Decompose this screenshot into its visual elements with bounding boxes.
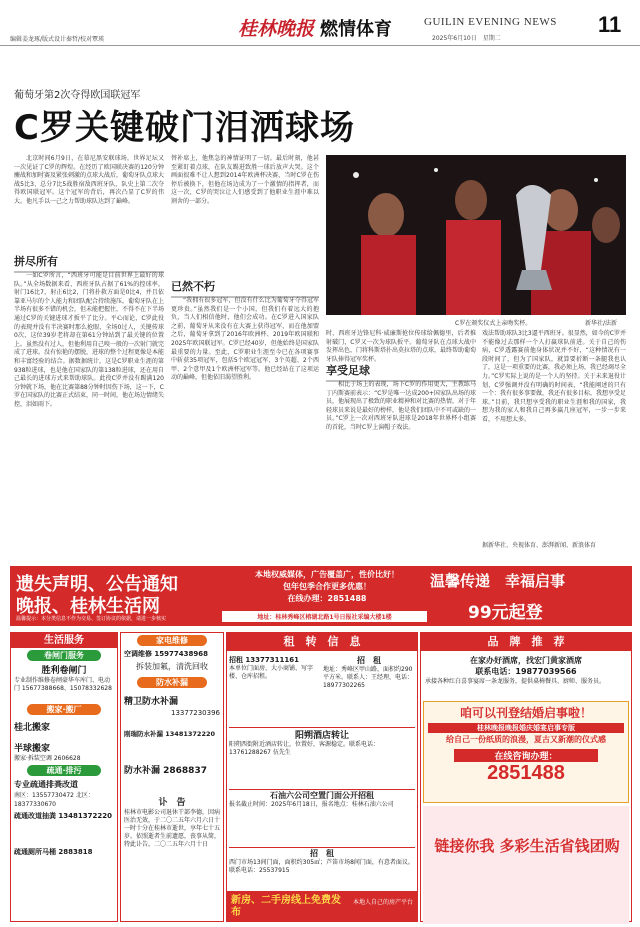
article-col3: 相比于场上的表现，场下C罗的作用更大，主教练马丁内斯赛前表示：“C罗是唯一达成200+国家队出场的球员，他展现出了极致的职业精神和对比赛的热情，对于年轻球员来说是最好的榜样，他是我们团队中不可或缺的一员。”C罗上一次对西班牙队进球是2018年世界杯小组赛的首轮，当时C罗上演帽子戏法。 bbox=[326, 381, 477, 431]
article-col1-bottom: 一如C罗所言，“西班牙可能是目前世界上最好的球队。”从全场数据来看，西班牙队占据了61%的控球率，射门16比7，射正6比2，门将扑救方面是0比4，并且依靠亚马尔的个人能力和团队配合持续施压。葡萄牙队在上半场有很多不错的机会，但未能把握住，不得不在下半场通过C罗的关键进球才扳平了比分。平心而论，C罗此役的表现并没有半决赛时那么抢眼，全场0过人，关键传球0次，这位39岁老将却在第61分钟站到了最关键的位置上。虽然没有过人，但他利用自己嗅一般的一次射门就完成了进球。没有惊艳的摆脱，进球的整个过程更像是本能和丰富经验的结合。据数据统计，这是C罗职业生涯的第938粒进球，也是他在国家队的第138粒进球，还在用自己最长的进球方式来帮助球队。此役C罗并没有踢满120分钟就下场，他在比赛第88分钟时因伤下场，这一下，C罗在国家队的比赛正式结束，同一时间，他在场边情绪失控，泪如雨下。 bbox=[14, 272, 165, 408]
move2-phone: 搬家·拆装空调 2606628 bbox=[14, 755, 81, 762]
life-column bbox=[10, 632, 118, 922]
banner-right-price: 99元起登 bbox=[468, 603, 543, 623]
rent2 bbox=[323, 655, 415, 725]
issue-date: 2025年6月10日 星期二 bbox=[432, 35, 501, 42]
banner-left-line1: 遗失声明、公告通知 bbox=[16, 574, 178, 595]
subhead-1: 拼尽所有 bbox=[14, 253, 164, 273]
rent4-desc: 报名截止时间：2025年6月18日，报名地点：桂林石油六公司 bbox=[229, 801, 394, 808]
leak1-phone: 13377230396 bbox=[171, 709, 220, 717]
rent4 bbox=[229, 789, 415, 845]
obituary-title: 讣 告 bbox=[158, 798, 186, 808]
photo-scene-icon bbox=[326, 155, 626, 315]
brand1-title: 在家办好酒席，找宏门黄家酒席 bbox=[470, 656, 582, 665]
subhead-3: 享受足球 bbox=[326, 362, 476, 382]
masthead-info: 编辑姜龙琢/版式设计秦哲/校对覃瑛 bbox=[10, 36, 105, 43]
rent1-phone: 招租 13377311161 bbox=[229, 656, 300, 664]
banner-note: 温馨提示：本分类信息不作为交易、签订协议的依据，请进一步核实 bbox=[16, 616, 167, 622]
rent5 bbox=[229, 847, 415, 891]
article-photo bbox=[326, 155, 626, 315]
rent3 bbox=[229, 727, 415, 787]
rent5-title: 招 租 bbox=[310, 849, 334, 858]
rent4-title: 石油六公司空置门面公开招租 bbox=[270, 791, 374, 800]
leak2: 刚瑞防水补漏 13481372220 bbox=[124, 730, 216, 738]
masthead bbox=[0, 0, 640, 46]
rent5-desc: 西门市场13间门面，面积约305㎡；芦笛市场8间门面，有意者面议。联系电话：25537915 bbox=[229, 859, 414, 874]
brand-column bbox=[420, 632, 632, 922]
life-title: 生活服务 bbox=[11, 633, 117, 648]
banner-center-line3: 在线办理：2851488 bbox=[287, 594, 367, 603]
banner-left-line2: 晚报、桂林生活网 bbox=[16, 596, 160, 617]
leak3: 防水补漏 2868837 bbox=[124, 766, 207, 776]
life-sub-3: 疏通·排污 bbox=[27, 765, 101, 776]
subhead-2: 已然不朽 bbox=[171, 278, 319, 298]
appliance-title: 家电维修 bbox=[137, 635, 207, 646]
page-number: 11 bbox=[598, 12, 622, 37]
rent2-title: 招 租 bbox=[357, 656, 381, 665]
photo-caption: C罗在颁奖仪式上亲吻奖杯。 bbox=[455, 320, 532, 327]
masthead-logo: 桂林晚报 bbox=[238, 18, 315, 40]
rent3-desc: 阳朔西街附近酒店转让，位置好，客源稳定。联系电话：13761288267 伍先生 bbox=[229, 741, 380, 756]
wedding-phone: 2851488 bbox=[487, 762, 565, 784]
drain3-name: 疏通厕所马桶 2883818 bbox=[14, 848, 93, 856]
rent-title: 租 转 信 息 bbox=[227, 633, 417, 651]
rent2-desc: 地址：秀峰区甲山路，面积约290平方米。联系人：王经理，电话：18977302265 bbox=[323, 666, 414, 689]
article-col2-top: 替补席上，他焦急的神情证明了一切。最后时刻，他甚至紧盯着点球，在队友踢进致胜一球后放声大哭。这个画面很难不让人想到2014年欧洲杯决赛，当时C罗在伤停后被换下，但他在场边成为了一个激情的指挥者，而这一次，C罗的哭泣让人们感受到了他职业生涯中难以割舍的一部分。 bbox=[171, 155, 319, 205]
article-headline: C罗关键破门泪洒球场 bbox=[14, 108, 355, 148]
wedding-title: 咱可以刊登结婚启事啦！ bbox=[459, 706, 592, 720]
move2-name: 半球搬家 bbox=[14, 744, 51, 754]
jinli-shop: 胜利卷闸门 bbox=[41, 666, 87, 676]
article-col2-bottom: “我拥有很多冠军，但没有什么比为葡萄牙夺得冠军更珍贵。”虽然我们是一个小国，但我们有着远大的抱负，当人们相信他时，他们会成功。在C罗进入国家队之前，葡萄牙从来没有在大赛上获得冠军，而在他加盟之后，葡萄牙拿到了2016年欧洲杯、2019年欧国联和2025年欧国联冠军。C罗已经40岁，但他始终是国家队最重要的力量。至此，C罗职业生涯至今已在各项赛事中斩获35项冠军，包括5个欧冠冠军、3个英超、2个西甲、2个意甲及1个欧洲杯冠军等。他已经站在了这项运动的巅峰，但他依旧渴望胜利。 bbox=[171, 297, 319, 382]
banner-center-line2: 包年包季合作更多优惠！ bbox=[283, 582, 371, 591]
rent3-title: 阳朔酒店转让 bbox=[294, 731, 349, 741]
brand-title: 品 牌 推 荐 bbox=[421, 633, 631, 651]
vip-ad bbox=[423, 806, 629, 924]
article-col4: 戏法帮助球队3比3逼平西班牙。很显然，如今的C罗并不能像过去那样一个人打赢球队前进。关于自己的伤病，C罗透露赛前他身体状况并不好，“这种情况有一段时间了，但为了国家队，就算要折断一条腿我也认了，这是一项重要的比赛，我必须上场，我已经竭尽全力。”C罗实际上说的是一个人的坚持。关于未来退役计划，C罗强调并没有明确的时间表，“我能阐述的只有一个：我有很多事要做，我还有很多目标，我想享受足球。”目前，我只想享受我的职业生涯和我的国家，我想为我的家人和我自己再多赢几座冠军，一步一步来看，不用想太多。 bbox=[482, 330, 627, 423]
wedding-sub: 桂林晚报晚报婚庆婚宴启事专版 bbox=[428, 723, 624, 733]
drain1-desc: 南区：13557730472 北区：18377330670 bbox=[14, 792, 94, 808]
article-source: 据新华社、央视体育、澎湃新闻、新浪体育 bbox=[482, 542, 597, 549]
drain2-name: 疏通改道抽粪 13481372220 bbox=[14, 812, 113, 820]
new-house-title: 新房、二手房线上免费发布 bbox=[231, 895, 341, 918]
move1-name: 桂北搬家 bbox=[14, 723, 51, 733]
ad-banner bbox=[10, 566, 632, 626]
brand1-phone: 联系电话：19877039566 bbox=[475, 667, 577, 676]
life-sub-1: 卷闸门服务 bbox=[27, 650, 101, 661]
article-col3-mid: 时，西班牙边锋尼科·威廉斯抢位传球给佩德里，后者推射破门，C罗又一次为球队扳平。葡萄牙队在点球大战中发挥出色，门将科斯塔扑出莫拉塔的点球，最终帮助葡萄牙队捧得冠军奖杯。 bbox=[326, 330, 477, 363]
rent1 bbox=[229, 655, 321, 725]
life-sub-2: 搬家·搬厂 bbox=[27, 704, 101, 715]
paper-name-en: GUILIN EVENING NEWS bbox=[424, 16, 557, 28]
article-kicker: 葡萄牙第2次夺得欧国联冠军 bbox=[14, 90, 141, 101]
vip-title: 链接你我 多彩生活省钱团购 bbox=[434, 837, 620, 855]
obituary-text: 桂林市电影公司退休干部李德，因病医治无效，于二〇二五年六月六日十一时十分在桂林市逝世，享年七十五岁。依照逝者生前遗愿，丧事从简，特此讣告。二〇二五年六月十日 bbox=[124, 809, 221, 848]
banner-right-top: 温馨传递 幸福启事 bbox=[430, 572, 566, 590]
wedding-ad bbox=[423, 701, 629, 803]
rent-column bbox=[226, 632, 418, 922]
leak-title: 防水补漏 bbox=[137, 677, 207, 688]
appliance1: 空调维修 15977438968 bbox=[124, 650, 209, 658]
banner-center-line1: 本地权威媒体，广告覆盖广，性价比好！ bbox=[255, 570, 399, 579]
photo-credit: 新华社/法新 bbox=[585, 320, 618, 327]
appliance-column bbox=[120, 632, 224, 922]
rent1-desc: 本单位门面房、大小商铺、写字楼、仓库招租。 bbox=[229, 665, 314, 680]
new-house-ad bbox=[227, 891, 417, 921]
new-house-sub: 本地人自己的房产平台 bbox=[353, 899, 414, 906]
wedding-desc: 给自己一份纸质的浪漫，夏古又新潮的仪式感 bbox=[446, 735, 606, 744]
wedding-phone-label: 在线咨询办理： bbox=[454, 749, 598, 762]
banner-center bbox=[228, 569, 426, 605]
jinli-desc: 专业制作维修卷闸豪华车库门、电动门 15677388668、15078332628 bbox=[14, 677, 112, 692]
leak1: 精卫防水补漏 bbox=[124, 697, 179, 707]
banner-address: 地址：桂林秀峰区榕湖北路1号日报社采编大楼1楼 bbox=[222, 611, 427, 622]
drain1-name: 专业疏通排粪改道 bbox=[14, 780, 78, 789]
brand1-desc: 承接各种红白喜事宴席一条龙服务，提供桌椅餐具、厨师、服务员。 bbox=[425, 678, 606, 685]
masthead-section: 燃情体育 bbox=[320, 19, 392, 40]
appliance1-desc: 拆装加氟，清洗回收 bbox=[136, 662, 208, 671]
article-col1-top: 北京时间6月9日，在慕尼黑安联球场，世界足坛又一次见证了C罗的辉煌。在经历了欧国联决赛的120分钟鏖战和加时赛及紧张刺激的点球大战后，葡萄牙队点球大战5比3、总分7比5战胜宿敌西班牙队，队史上第二次夺得欧国联冠军。这个冠军的背后，再次凸显了C罗的伟大。他凡手以一己之力帮助球队达到了巅峰。 bbox=[14, 155, 165, 205]
